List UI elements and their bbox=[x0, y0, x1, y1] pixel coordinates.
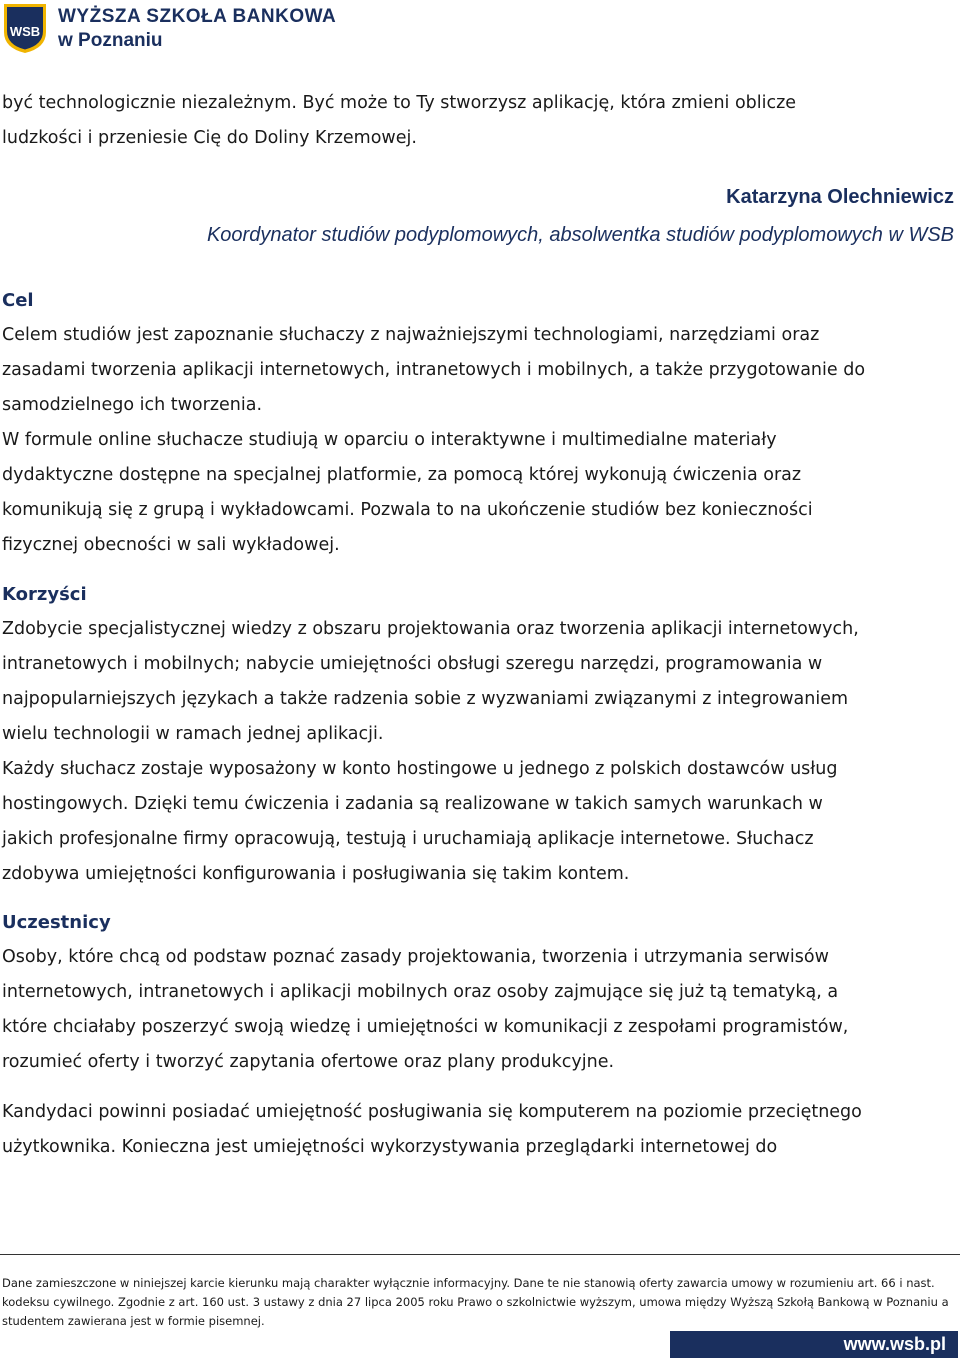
logo-subtitle: w Poznaniu bbox=[58, 30, 163, 51]
section-uczestnicy-body bbox=[2, 940, 952, 1080]
text-line: hostingowych. Dzięki temu ćwiczenia i zadania są realizowane w takich samych warunkach w bbox=[2, 794, 823, 814]
footer-line: kodeksu cywilnego. Zgodnie z art. 160 ust. 3 ustawy z dnia 27 lipca 2005 roku Prawo o szkolnictwie wyższym, umowa między Wyższą Szkołą Bankową w Poznaniu a bbox=[2, 1295, 949, 1309]
text-line: najpopularniejszych językach a także radzenia sobie z wyzwaniami związanymi z integrowaniem bbox=[2, 689, 849, 709]
section-heading-uczestnicy: Uczestnicy bbox=[2, 912, 111, 933]
text-line: W formule online słuchacze studiują w oparciu o interaktywne i multimedialne materiały bbox=[2, 430, 777, 450]
section-cel-body bbox=[2, 318, 952, 563]
text-line: które chciałaby poszerzyć swoją wiedzę i umiejętności w komunikacji z zespołami programistów, bbox=[2, 1017, 849, 1037]
page-header bbox=[0, 0, 960, 60]
text-line: rozumieć oferty i tworzyć zapytania ofertowe oraz plany produkcyjne. bbox=[2, 1052, 615, 1072]
intro-paragraph bbox=[2, 86, 952, 156]
text-line: jakich profesjonalne firmy opracowują, testują i uruchamiają aplikacje internetowe. Słuchacz bbox=[2, 829, 814, 849]
text-line: dydaktyczne dostępne na specjalnej platformie, za pomocą której wykonują ćwiczenia oraz bbox=[2, 465, 802, 485]
footer-disclaimer bbox=[2, 1274, 952, 1331]
footer-divider bbox=[0, 1254, 960, 1255]
logo-abbr: WSB bbox=[9, 24, 41, 39]
quote-role: Koordynator studiów podyplomowych, absolwentka studiów podyplomowych w WSB bbox=[206, 224, 954, 246]
section-heading-korzysci: Korzyści bbox=[2, 584, 87, 605]
text-line: komunikują się z grupą i wykładowcami. Pozwala to na ukończenie studiów bez konieczności bbox=[2, 500, 813, 520]
text-line: Kandydaci powinni posiadać umiejętność posługiwania się komputerem na poziomie przeciętnego bbox=[2, 1102, 862, 1122]
text-line: Osoby, które chcą od podstaw poznać zasady projektowania, tworzenia i utrzymania serwisów bbox=[2, 947, 829, 967]
text-line: Każdy słuchacz zostaje wyposażony w konto hostingowe u jednego z polskich dostawców usług bbox=[2, 759, 838, 779]
text-line: być technologicznie niezależnym. Być może to Ty stworzysz aplikację, która zmieni oblicze bbox=[2, 93, 797, 113]
text-line: zasadami tworzenia aplikacji internetowych, intranetowych i mobilnych, a także przygotowanie do bbox=[2, 360, 866, 380]
text-line: wielu technologii w ramach jednej aplikacji. bbox=[2, 724, 384, 744]
text-line: ludzkości i przeniesie Cię do Doliny Krzemowej. bbox=[2, 128, 417, 148]
footer-line: Dane zamieszczone w niniejszej karcie kierunku mają charakter wyłącznie informacyjny. Dane te nie stanowią oferty zawarcia umowy w rozumieniu art. 66 i nast. bbox=[2, 1276, 935, 1290]
section-heading-cel: Cel bbox=[2, 290, 34, 311]
text-line: fizycznej obecności w sali wykładowej. bbox=[2, 535, 340, 555]
quote-author: Katarzyna Olechniewicz bbox=[726, 186, 954, 208]
text-line: intranetowych i mobilnych; nabycie umiejętności obsługi szeregu narzędzi, programowania w bbox=[2, 654, 823, 674]
text-line: zdobywa umiejętności konfigurowania i posługiwania się takim kontem. bbox=[2, 864, 630, 884]
logo-title: WYŻSZA SZKOŁA BANKOWA bbox=[58, 6, 337, 27]
text-line: Zdobycie specjalistycznej wiedzy z obszaru projektowania oraz tworzenia aplikacji internetowych, bbox=[2, 619, 859, 639]
footer-url-bar bbox=[670, 1331, 958, 1358]
footer-line: studentem zawierana jest w formie pisemnej. bbox=[2, 1314, 265, 1328]
text-line: samodzielnego ich tworzenia. bbox=[2, 395, 263, 415]
section-korzysci-body bbox=[2, 612, 952, 892]
text-line: internetowych, intranetowych i aplikacji mobilnych oraz osoby zajmujące się już tą tematyką, a bbox=[2, 982, 839, 1002]
text-line: Celem studiów jest zapoznanie słuchaczy z najważniejszymi technologiami, narzędziami oraz bbox=[2, 325, 820, 345]
text-line: użytkownika. Konieczna jest umiejętności wykorzystywania przeglądarki internetowej do bbox=[2, 1137, 778, 1157]
website-link[interactable]: www.wsb.pl bbox=[843, 1334, 946, 1354]
section-uczestnicy-body-2 bbox=[2, 1095, 952, 1165]
wsb-logo-shield-icon bbox=[2, 2, 48, 54]
